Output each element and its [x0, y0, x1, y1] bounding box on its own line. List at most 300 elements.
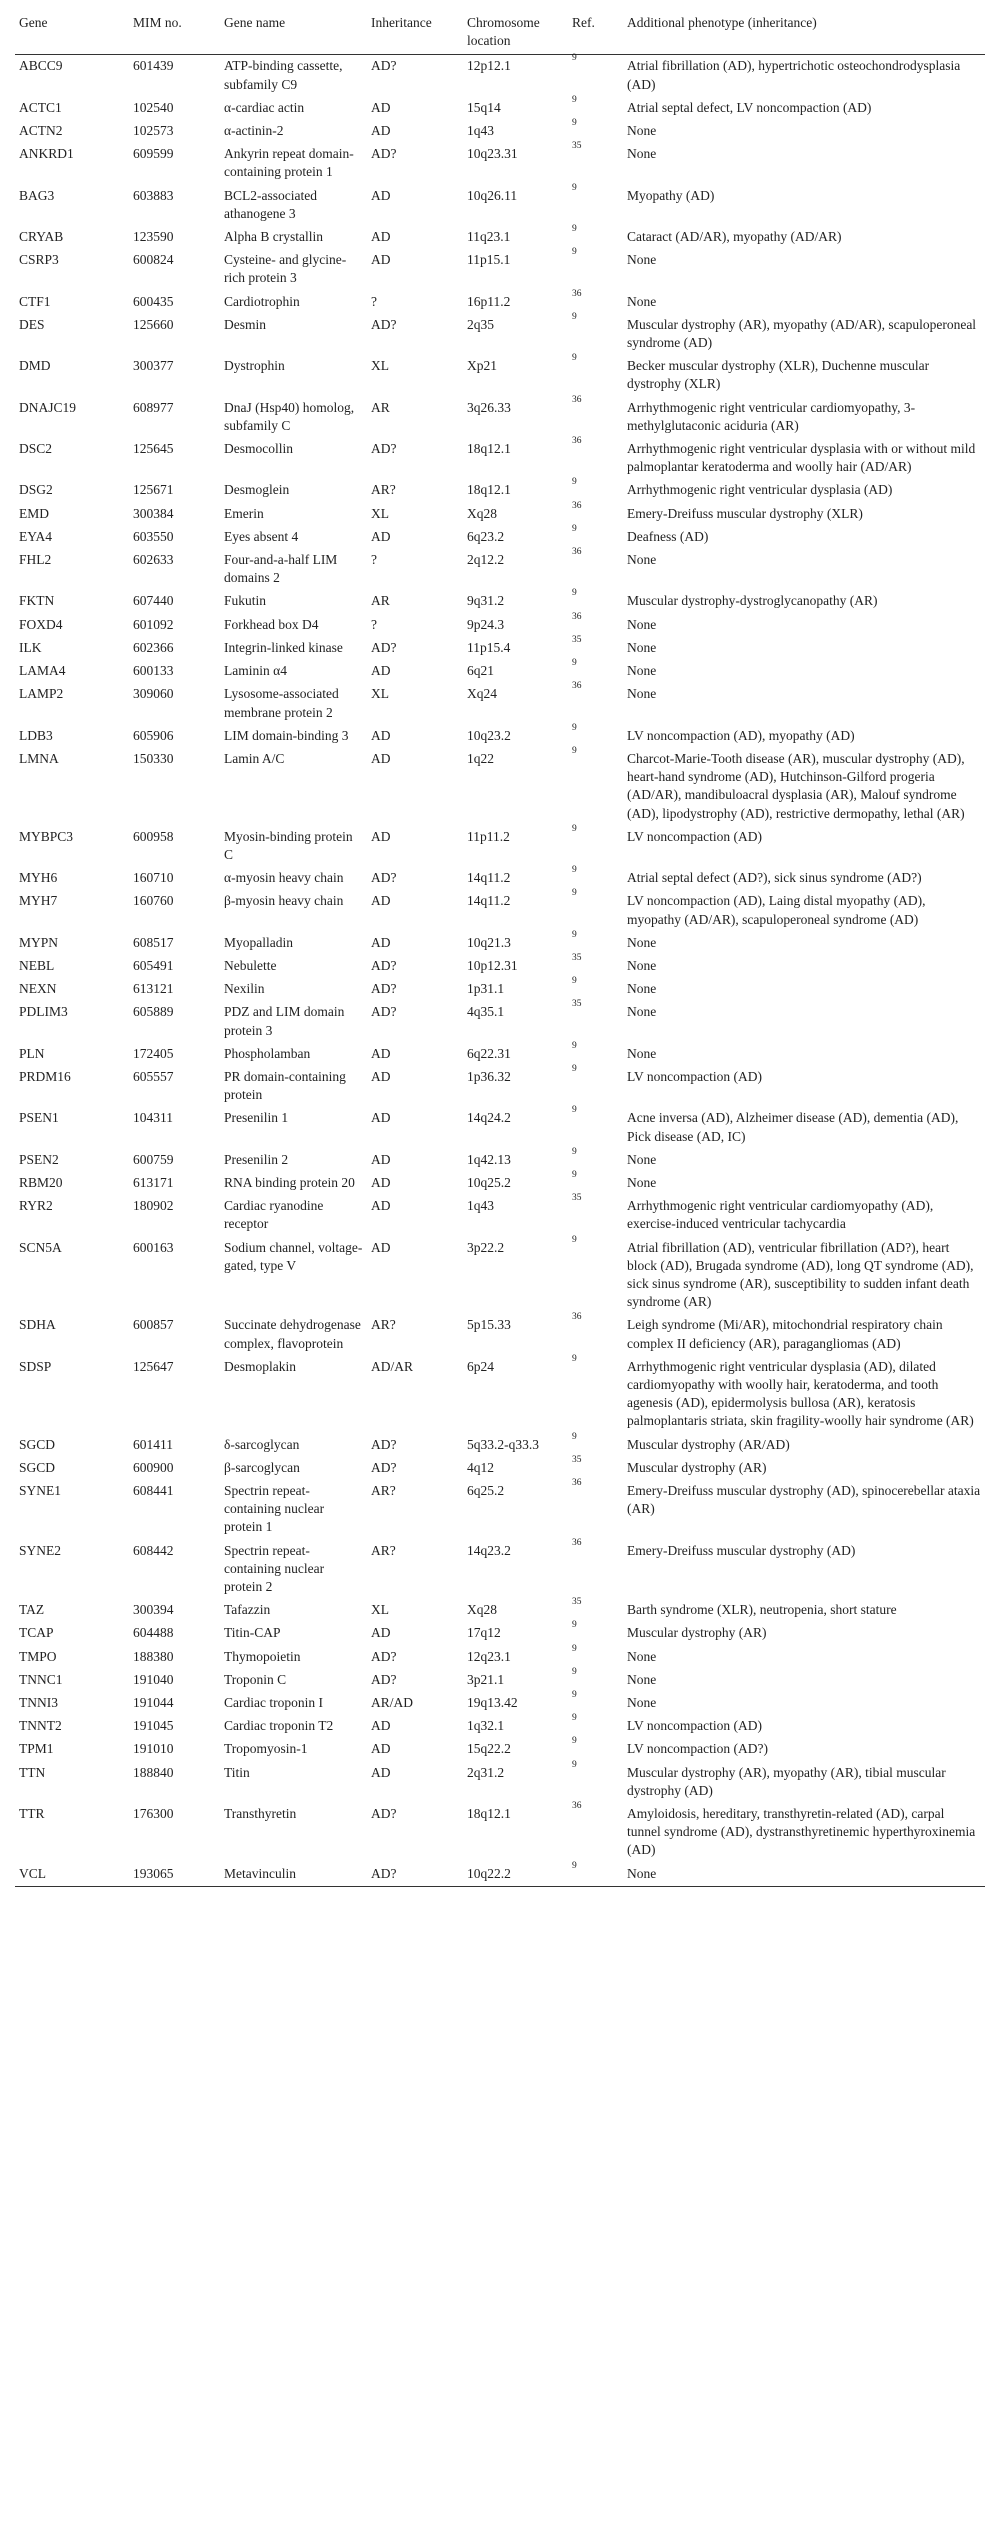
ref-superscript: 9 — [572, 94, 577, 105]
table-body — [15, 55, 985, 1886]
inheritance-cell: AD — [371, 1741, 391, 1757]
inheritance-cell: AR — [371, 593, 390, 609]
ref-cell — [568, 394, 623, 438]
header-row — [15, 11, 985, 55]
phenotype-cell: LV noncompaction (AD), Laing distal myopathy (AD), myopathy (AD/AR), scapuloperoneal syndrome (AD) — [627, 893, 926, 927]
phenotype-cell: None — [627, 146, 657, 162]
table-row — [15, 549, 985, 590]
gene-name-cell: BCL2-associated athanogene 3 — [224, 187, 317, 221]
phenotype-cell: Emery-Dreifuss muscular dystrophy (XLR) — [627, 505, 863, 521]
ref-superscript: 9 — [572, 929, 577, 940]
table-row — [15, 1434, 985, 1457]
gene-name-cell: Laminin α4 — [224, 663, 287, 679]
table-row — [15, 503, 985, 526]
gene-name-cell: Ankyrin repeat domain-containing protein 1 — [224, 146, 354, 180]
ref-superscript: 9 — [572, 1736, 577, 1747]
mim-cell: 104311 — [133, 1110, 173, 1126]
ref-superscript: 9 — [572, 658, 577, 669]
gene-name-cell: α-cardiac actin — [224, 99, 305, 115]
gene-cell: RYR2 — [19, 1198, 53, 1214]
table-row — [15, 1669, 985, 1692]
mim-cell: 300377 — [133, 358, 174, 374]
mim-cell: 125645 — [133, 441, 174, 457]
mim-cell: 123590 — [133, 229, 174, 245]
inheritance-cell: AD — [371, 727, 391, 743]
table-row — [15, 867, 985, 890]
phenotype-cell: LV noncompaction (AD) — [627, 1718, 762, 1734]
chromosome-cell: 14q24.2 — [467, 1110, 511, 1126]
gene-cell: SYNE1 — [19, 1483, 62, 1499]
chromosome-cell: 3q26.33 — [467, 399, 511, 415]
ref-cell — [568, 1480, 623, 1540]
gene-name-cell: Metavinculin — [220, 1863, 367, 1887]
chromosome-cell: 6q21 — [467, 663, 494, 679]
gene-name-cell: Desmoplakin — [224, 1358, 296, 1374]
gene-name-cell: Forkhead box D4 — [224, 616, 319, 632]
mim-cell: 608517 — [133, 934, 174, 950]
mim-cell: 600163 — [133, 1239, 174, 1255]
table-row — [15, 438, 985, 479]
table-row — [15, 1172, 985, 1195]
chromosome-cell: 3p22.2 — [467, 1239, 505, 1255]
phenotype-cell: None — [627, 123, 657, 139]
ref-cell — [568, 1599, 623, 1622]
table-row — [15, 826, 985, 867]
ref-superscript: 9 — [572, 1234, 577, 1245]
gene-name-cell: Lysosome-associated membrane protein 2 — [224, 686, 339, 720]
ref-superscript: 9 — [572, 823, 577, 834]
gene-cell: LAMA4 — [19, 663, 66, 679]
ref-cell — [568, 745, 623, 826]
ref-superscript: 36 — [572, 611, 582, 622]
ref-cell — [568, 549, 623, 590]
inheritance-cell: AD? — [371, 1004, 397, 1020]
mim-cell: 600900 — [133, 1459, 174, 1475]
ref-superscript: 36 — [572, 1478, 582, 1489]
gene-name-cell: Phospholamban — [224, 1045, 311, 1061]
ref-cell — [568, 1169, 623, 1195]
chromosome-cell: 9q31.2 — [467, 593, 505, 609]
inheritance-cell: AD — [371, 750, 391, 766]
phenotype-cell: LV noncompaction (AD?) — [627, 1741, 768, 1757]
ref-superscript: 9 — [572, 1690, 577, 1701]
phenotype-cell: Cataract (AD/AR), myopathy (AD/AR) — [627, 229, 842, 245]
chromosome-cell: 16p11.2 — [467, 293, 511, 309]
ref-superscript: 9 — [572, 182, 577, 193]
inheritance-cell: AD? — [371, 1459, 397, 1475]
ref-superscript: 35 — [572, 634, 582, 645]
ref-cell — [568, 611, 623, 637]
chromosome-cell: 1q42.13 — [467, 1151, 511, 1167]
table-row — [15, 479, 985, 502]
ref-superscript: 9 — [572, 247, 577, 258]
inheritance-cell: AD? — [371, 870, 397, 886]
inheritance-cell: AR/AD — [371, 1695, 414, 1711]
phenotype-cell: Barth syndrome (XLR), neutropenia, short stature — [627, 1602, 897, 1618]
mim-cell: 609599 — [133, 146, 174, 162]
ref-superscript: 35 — [572, 1193, 582, 1204]
table-row — [15, 1457, 985, 1480]
table-row — [15, 890, 985, 931]
inheritance-cell: AD — [371, 1625, 391, 1641]
table-row — [15, 314, 985, 355]
ref-superscript: 36 — [572, 436, 582, 447]
inheritance-cell: AD — [371, 1198, 391, 1214]
chromosome-cell: 10q26.11 — [467, 187, 518, 203]
gene-cell: ACTN2 — [19, 123, 63, 139]
phenotype-cell: Charcot-Marie-Tooth disease (AR), muscular dystrophy (AD), heart-hand syndrome (AD), Hutchinson-Gilford progeria (AD/AR), mandibuloacral dysplasia (AR), Malouf syndrome (AD), lipodystrophy (AD), restrictive dermopathy, lethal (AR) — [627, 750, 965, 821]
table-row — [15, 748, 985, 826]
phenotype-cell: None — [627, 934, 657, 950]
ref-superscript: 9 — [572, 1620, 577, 1631]
phenotype-cell: Arrhythmogenic right ventricular cardiomyopathy, 3-methylglutaconic aciduria (AR) — [627, 399, 916, 433]
phenotype-cell: None — [627, 552, 657, 568]
gene-cell: VCL — [15, 1863, 129, 1887]
chromosome-cell: 4q12 — [467, 1459, 494, 1475]
mim-cell: 603883 — [133, 187, 174, 203]
ref-superscript: 9 — [572, 1040, 577, 1051]
gene-name-cell: Nexilin — [224, 981, 265, 997]
table-row — [15, 226, 985, 249]
ref-cell — [568, 1666, 623, 1692]
table-row — [15, 932, 985, 955]
gene-name-cell: Nebulette — [224, 957, 277, 973]
gene-name-cell: DnaJ (Hsp40) homolog, subfamily C — [224, 399, 355, 433]
inheritance-cell: AD — [371, 663, 391, 679]
phenotype-cell: Emery-Dreifuss muscular dystrophy (AD), spinocerebellar ataxia (AR) — [627, 1483, 981, 1517]
gene-cell: DMD — [19, 358, 51, 374]
inheritance-cell: AD? — [371, 1436, 397, 1452]
table-row — [15, 526, 985, 549]
inheritance-cell: AD — [371, 893, 391, 909]
mim-cell: 193065 — [129, 1863, 220, 1887]
gene-name-cell: PDZ and LIM domain protein 3 — [224, 1004, 345, 1038]
inheritance-cell: AD? — [371, 981, 397, 997]
gene-cell: CSRP3 — [19, 252, 59, 268]
phenotype-cell: LV noncompaction (AD) — [627, 1068, 762, 1084]
gene-name-cell: Integrin-linked kinase — [224, 639, 343, 655]
ref-cell — [568, 634, 623, 660]
gene-name-cell: Tafazzin — [224, 1602, 271, 1618]
phenotype-cell: None — [627, 1004, 657, 1020]
phenotype-cell: Amyloidosis, hereditary, transthyretin-related (AD), carpal tunnel syndrome (AD), dystransthyretinemic hyperthyroxinemia (AD) — [627, 1806, 976, 1858]
ref-superscript: 9 — [572, 477, 577, 488]
inheritance-cell: AD — [371, 99, 391, 115]
chromosome-cell: Xq24 — [467, 686, 497, 702]
gene-name-cell: Dystrophin — [224, 358, 285, 374]
table-row — [15, 355, 985, 396]
ref-cell — [568, 1314, 623, 1355]
ref-cell — [568, 1234, 623, 1315]
chromosome-cell: 11p11.2 — [467, 828, 510, 844]
table-row — [15, 55, 985, 97]
ref-cell — [568, 311, 623, 355]
table-header — [15, 11, 985, 55]
inheritance-cell: XL — [371, 686, 389, 702]
inheritance-cell: AR — [371, 399, 390, 415]
ref-cell — [568, 55, 623, 97]
ref-cell — [568, 1622, 623, 1645]
ref-cell — [568, 1040, 623, 1066]
chromosome-cell: 14q23.2 — [467, 1542, 511, 1558]
phenotype-cell: Muscular dystrophy-dystroglycanopathy (AR) — [627, 593, 878, 609]
ref-superscript: 9 — [572, 353, 577, 364]
chromosome-cell: 12q23.1 — [467, 1648, 511, 1664]
gene-name-cell: Transthyretin — [224, 1806, 297, 1822]
table-row — [15, 725, 985, 748]
table-row — [15, 1715, 985, 1738]
inheritance-cell: ? — [371, 293, 377, 309]
mim-cell: 608977 — [133, 399, 174, 415]
phenotype-cell: Arrhythmogenic right ventricular dysplasia (AD) — [627, 482, 893, 498]
gene-name-cell: Cardiac troponin T2 — [224, 1718, 334, 1734]
inheritance-cell: AD — [371, 1151, 391, 1167]
mim-cell: 605557 — [133, 1068, 174, 1084]
phenotype-cell: None — [627, 1648, 657, 1664]
ref-cell — [568, 1537, 623, 1600]
ref-superscript: 9 — [572, 311, 577, 322]
mim-cell: 601439 — [133, 58, 174, 74]
ref-cell — [568, 683, 623, 724]
gene-cell: TNNT2 — [19, 1718, 62, 1734]
mim-cell: 300394 — [133, 1602, 174, 1618]
header-mim-no: MIM no. — [129, 11, 220, 55]
gene-name-cell: Alpha B crystallin — [224, 229, 323, 245]
ref-cell — [568, 1860, 623, 1887]
chromosome-cell: 2q12.2 — [467, 552, 505, 568]
ref-superscript: 9 — [572, 1431, 577, 1442]
inheritance-cell: XL — [371, 505, 389, 521]
gene-name-cell: Sodium channel, voltage-gated, type V — [224, 1239, 363, 1273]
gene-name-cell: Fukutin — [224, 593, 267, 609]
gene-name-cell: Cardiac troponin I — [224, 1695, 323, 1711]
chromosome-cell: Xq28 — [467, 1602, 497, 1618]
mim-cell: 608442 — [133, 1542, 174, 1558]
chromosome-cell: 12p12.1 — [467, 58, 511, 74]
mim-cell: 600435 — [133, 293, 174, 309]
phenotype-cell: Emery-Dreifuss muscular dystrophy (AD) — [627, 1542, 856, 1558]
inheritance-cell: AD — [371, 1110, 391, 1126]
gene-cell: SCN5A — [19, 1239, 62, 1255]
header-inheritance: Inheritance — [367, 11, 463, 55]
ref-superscript: 9 — [572, 588, 577, 599]
table-row — [15, 397, 985, 438]
inheritance-cell: ? — [371, 616, 377, 632]
inheritance-cell: AD? — [371, 1671, 397, 1687]
phenotype-cell: None — [627, 1695, 657, 1711]
ref-superscript: 35 — [572, 999, 582, 1010]
inheritance-cell: AD — [371, 229, 391, 245]
ref-cell — [568, 249, 623, 290]
inheritance-cell: AD? — [371, 639, 397, 655]
ref-cell — [568, 355, 623, 396]
table-row — [15, 1066, 985, 1107]
table-row — [15, 1863, 985, 1887]
chromosome-cell: 1q43 — [467, 123, 494, 139]
phenotype-cell: LV noncompaction (AD), myopathy (AD) — [627, 727, 855, 743]
table-row — [15, 1646, 985, 1669]
gene-table-container — [15, 11, 985, 1887]
mim-cell: 180902 — [133, 1198, 174, 1214]
ref-cell — [568, 500, 623, 526]
ref-superscript: 9 — [572, 1643, 577, 1654]
ref-cell — [568, 929, 623, 955]
chromosome-cell: 1q43 — [467, 1198, 494, 1214]
chromosome-cell: 18q12.1 — [467, 1806, 511, 1822]
ref-superscript: 9 — [572, 1146, 577, 1157]
inheritance-cell: AD — [371, 123, 391, 139]
inheritance-cell: AR? — [371, 1483, 396, 1499]
table-row — [15, 1803, 985, 1863]
gene-cell: LMNA — [19, 750, 59, 766]
chromosome-cell: 6q22.31 — [467, 1045, 511, 1061]
chromosome-cell: 10q23.31 — [467, 146, 518, 162]
ref-cell — [568, 1759, 623, 1803]
inheritance-cell: AD — [371, 187, 391, 203]
gene-name-cell: β-myosin heavy chain — [224, 893, 344, 909]
gene-name-cell: Spectrin repeat-containing nuclear protein 2 — [224, 1542, 325, 1595]
gene-name-cell: α-actinin-2 — [224, 123, 284, 139]
mim-cell: 600824 — [133, 252, 174, 268]
gene-cell: RBM20 — [19, 1174, 63, 1190]
phenotype-cell: Muscular dystrophy (AR/AD) — [627, 1436, 790, 1452]
gene-cell: FKTN — [19, 593, 55, 609]
gene-name-cell: δ-sarcoglycan — [224, 1436, 300, 1452]
phenotype-cell: None — [627, 639, 657, 655]
mim-cell: 309060 — [133, 686, 174, 702]
ref-superscript: 36 — [572, 547, 582, 558]
chromosome-cell: 5q33.2-q33.3 — [467, 1436, 539, 1452]
gene-name-cell: Thymopoietin — [224, 1648, 301, 1664]
mim-cell: 602633 — [133, 552, 174, 568]
chromosome-cell: 18q12.1 — [467, 441, 511, 457]
gene-name-cell: β-sarcoglycan — [224, 1459, 300, 1475]
inheritance-cell: AD — [371, 1239, 391, 1255]
ref-cell — [568, 1063, 623, 1107]
table-row — [15, 1314, 985, 1355]
inheritance-cell: AD? — [371, 441, 397, 457]
chromosome-cell: 9p24.3 — [467, 616, 505, 632]
mim-cell: 125660 — [133, 316, 174, 332]
phenotype-cell: Muscular dystrophy (AR), myopathy (AR), tibial muscular dystrophy (AD) — [627, 1764, 946, 1798]
inheritance-cell: AR? — [371, 1542, 396, 1558]
mim-cell: 191010 — [133, 1741, 174, 1757]
table-row — [15, 1762, 985, 1803]
phenotype-cell: Atrial fibrillation (AD), ventricular fibrillation (AD?), heart block (AD), Brugada syndrome (AD), long QT syndrome (AD), sick sinus syndrome (AR), susceptibility to sudden infant death syndrome (AR) — [627, 1239, 974, 1310]
header-chromosome-location: Chromosome location — [463, 11, 568, 55]
chromosome-cell: 14q11.2 — [467, 870, 511, 886]
phenotype-cell: Atrial septal defect, LV noncompaction (AD) — [627, 99, 872, 115]
phenotype-cell: None — [627, 1045, 657, 1061]
mim-cell: 601411 — [133, 1436, 173, 1452]
mim-cell: 605889 — [133, 1004, 174, 1020]
ref-cell — [568, 1738, 623, 1761]
table-row — [15, 1692, 985, 1715]
ref-superscript: 9 — [572, 1860, 577, 1871]
inheritance-cell: XL — [371, 1602, 389, 1618]
ref-superscript: 9 — [572, 53, 577, 64]
gene-name-cell: Emerin — [224, 505, 264, 521]
chromosome-cell: 15q14 — [467, 99, 501, 115]
gene-cell: ACTC1 — [19, 99, 62, 115]
phenotype-cell: Arrhythmogenic right ventricular dysplasia (AD), dilated cardiomyopathy with woolly hair, keratoderma, and tooth agenesis (AD), epidermolysis bullosa (AR), keratosis palmoplantaris striata, skin fragility-woolly hair syndrome (AR) — [627, 1358, 974, 1429]
table-row — [15, 143, 985, 184]
mim-cell: 602366 — [133, 639, 174, 655]
mim-cell: 191045 — [133, 1718, 174, 1734]
gene-name-cell: Tropomyosin-1 — [224, 1741, 308, 1757]
inheritance-cell: AD? — [371, 1648, 397, 1664]
phenotype-cell: Muscular dystrophy (AR) — [627, 1459, 767, 1475]
table-row — [15, 120, 985, 143]
gene-cell: PDLIM3 — [19, 1004, 68, 1020]
gene-cell: DSG2 — [19, 482, 53, 498]
gene-name-cell: Myopalladin — [224, 934, 293, 950]
chromosome-cell: 14q11.2 — [467, 893, 511, 909]
ref-superscript: 9 — [572, 1063, 577, 1074]
mim-cell: 191044 — [133, 1695, 174, 1711]
phenotype-cell: Arrhythmogenic right ventricular dysplasia with or without mild palmoplantar keratoderma and woolly hair (AD/AR) — [627, 441, 976, 475]
gene-name-cell: LIM domain-binding 3 — [224, 727, 349, 743]
mim-cell: 601092 — [133, 616, 174, 632]
inheritance-cell: AD? — [367, 1863, 463, 1887]
gene-name-cell: Eyes absent 4 — [224, 528, 299, 544]
ref-cell — [568, 1146, 623, 1172]
gene-table — [15, 11, 985, 1887]
table-row — [15, 97, 985, 120]
chromosome-cell: 4q35.1 — [467, 1004, 505, 1020]
chromosome-cell: 10p12.31 — [467, 957, 518, 973]
mim-cell: 160760 — [133, 893, 174, 909]
mim-cell: 604488 — [133, 1625, 174, 1641]
ref-superscript: 36 — [572, 681, 582, 692]
ref-cell — [568, 1803, 623, 1863]
gene-cell: SDSP — [19, 1358, 52, 1374]
ref-superscript: 36 — [572, 1537, 582, 1548]
chromosome-cell: 11p15.1 — [467, 252, 511, 268]
table-row — [15, 1107, 985, 1148]
gene-name-cell: Presenilin 1 — [224, 1110, 289, 1126]
inheritance-cell: AD — [371, 1045, 391, 1061]
inheritance-cell: AD — [371, 252, 391, 268]
gene-cell: ANKRD1 — [19, 146, 74, 162]
gene-name-cell: α-myosin heavy chain — [224, 870, 344, 886]
gene-cell: PSEN1 — [19, 1110, 59, 1126]
gene-cell: CTF1 — [19, 293, 51, 309]
inheritance-cell: AD — [371, 1174, 391, 1190]
chromosome-cell: 6q25.2 — [467, 1483, 505, 1499]
mim-cell: 176300 — [133, 1806, 174, 1822]
gene-cell: SGCD — [19, 1459, 56, 1475]
mim-cell: 160710 — [133, 870, 174, 886]
phenotype-cell: Muscular dystrophy (AR), myopathy (AD/AR), scapuloperoneal syndrome (AD) — [627, 316, 977, 351]
phenotype-cell: None — [627, 663, 657, 679]
header-additional-phenotype: Additional phenotype (inheritance) — [623, 11, 985, 55]
phenotype-cell: None — [627, 616, 657, 632]
gene-cell: SYNE2 — [19, 1542, 62, 1558]
ref-cell — [568, 890, 623, 931]
gene-name-cell: Succinate dehydrogenase complex, flavoprotein — [224, 1317, 361, 1351]
mim-cell: 102573 — [133, 123, 174, 139]
gene-name-cell: Cysteine- and glycine-rich protein 3 — [224, 252, 347, 286]
ref-cell — [568, 438, 623, 479]
gene-cell: MYH6 — [19, 870, 58, 886]
phenotype-cell: None — [627, 981, 657, 997]
inheritance-cell: AD — [371, 1068, 391, 1084]
inheritance-cell: AD? — [371, 316, 397, 332]
gene-name-cell: Desmin — [224, 316, 266, 332]
ref-cell — [568, 1195, 623, 1236]
inheritance-cell: AR? — [371, 482, 396, 498]
